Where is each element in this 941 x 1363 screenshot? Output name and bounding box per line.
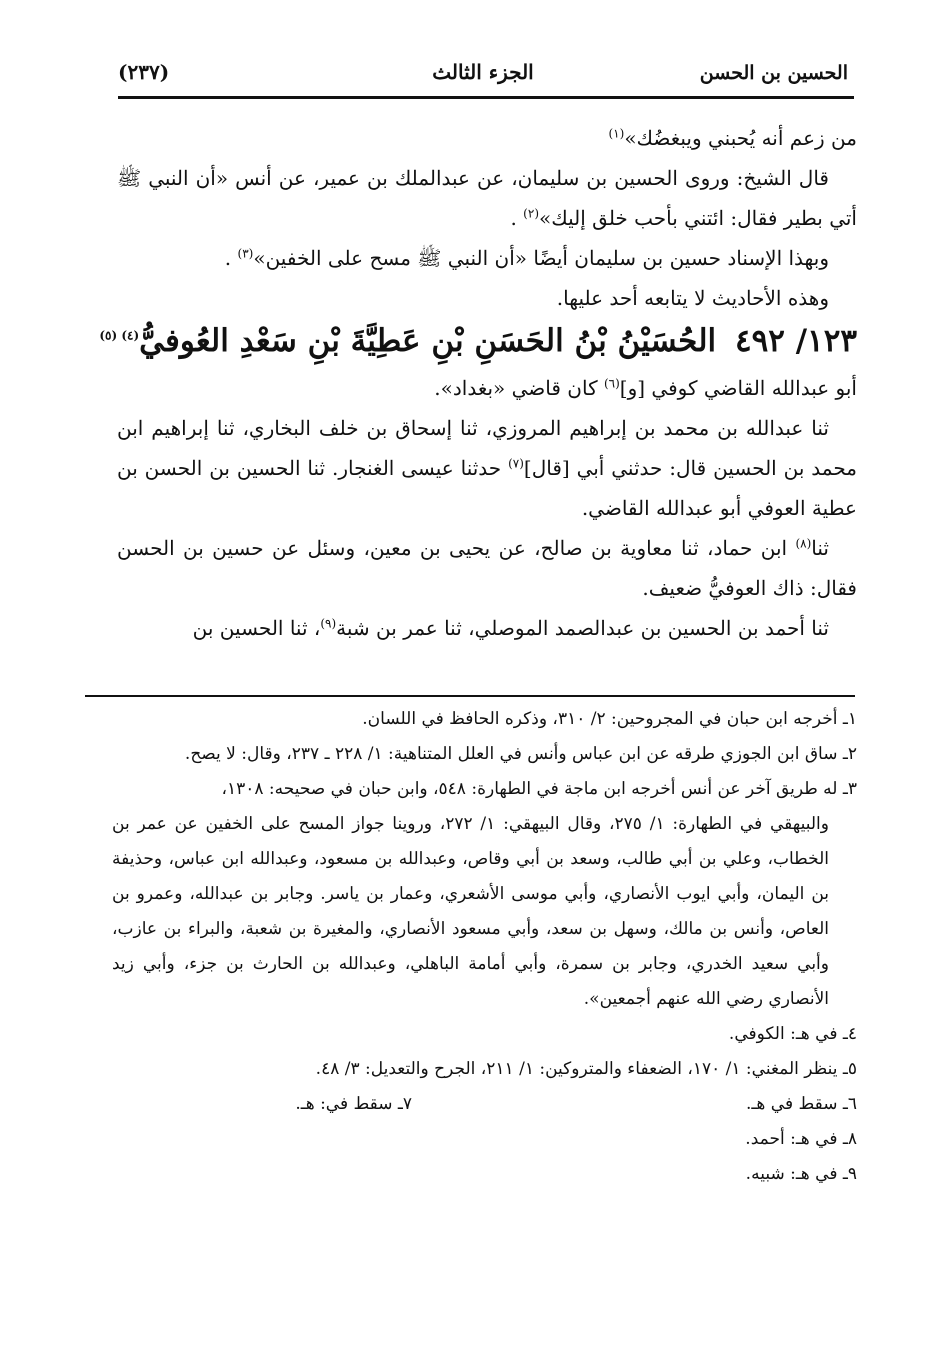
- paragraph-text: من زعم أنه يُحبني ويبغضُك»: [624, 126, 857, 150]
- footnotes: [112, 702, 857, 1192]
- footnote: [112, 772, 857, 1017]
- footnote: ٨ـ في هـ: أحمد.: [745, 1129, 857, 1149]
- paragraph: [117, 608, 857, 648]
- paragraph-text: حدثنا عيسى الغنجار. ثنا الحسين بن الحسن بن عطية العوفي أبو عبدالله القاضي.: [117, 456, 857, 520]
- footnote-ref: (١): [608, 126, 625, 141]
- running-header: [118, 58, 848, 98]
- footnote-text: ٣ـ له طريق آخر عن أنس أخرجه ابن ماجة في الطهارة: ٥٤٨، وابن حبان في صحيحه: ١٣٠٨،: [221, 779, 857, 799]
- paragraph-text: ، ثنا الحسين بن: [192, 616, 321, 640]
- footnote: ٢ـ ساق ابن الجوزي طرقه عن ابن عباس وأنس في العلل المتناهية: ١/ ٢٢٨ ـ ٢٣٧، وقال: لا يصح.: [184, 744, 857, 764]
- footnote-ref: (٣): [237, 246, 254, 261]
- footnote: ٤ـ في هـ: الكوفي.: [728, 1024, 857, 1044]
- footnote: ٥ـ ينظر المغني: ١/ ١٧٠، الضعفاء والمتروكين: ١/ ٢١١، الجرح والتعديل: ٣/ ٤٨.: [315, 1059, 857, 1079]
- paragraph-text: أبو عبدالله القاضي كوفي [و]: [619, 376, 857, 400]
- header-entry-title: الحسين بن الحسن: [699, 62, 848, 84]
- paragraph: [117, 278, 857, 318]
- entry-number: ١٢٣/ ٤٩٢: [734, 323, 857, 359]
- entry-name: الحُسَيْنُ بْنُ الحَسَنِ بْنِ عَطِيَّةَ بْنِ سَعْدِ العُوفيُّ: [139, 323, 717, 359]
- main-text: [99, 118, 857, 648]
- footnote-ref: (٩): [320, 616, 337, 631]
- entry-heading: [99, 316, 857, 366]
- page-number: (٢٣٧): [118, 60, 170, 84]
- paragraph-text: ثنا عبدالله بن محمد بن إبراهيم المروزي، ثنا إسحاق بن خلف البخاري، ثنا إبراهيم ابن محمد بن الحسين قال: حدثني أبي [قال]: [117, 416, 857, 480]
- footnote-row: [112, 1087, 857, 1122]
- footnote-ref: (٦): [603, 376, 620, 391]
- paragraph-text: وهذه الأحاديث لا يتابعه أحد عليها.: [556, 286, 829, 310]
- footnote-ref: (٧): [508, 456, 524, 471]
- paragraph-text: ثنا: [811, 536, 829, 560]
- footnote: ٦ـ سقط في هـ.: [746, 1094, 857, 1114]
- footnote-continuation: والبيهقي في الطهارة: ١/ ٢٧٥، وقال البيهقي: ١/ ٢٧٢، وروينا جواز المسح على الخفين عن عمر بن الخطاب، وعلي بن أبي طالب، وسعد بن أبي وقاص، وعبدالله بن مسعود، وعبدالله ابن عباس، وحذيفة بن اليمان، وأبي ايوب الأنصاري، وأبي موسى الأشعري، وعمار بن ياسر. وجابر بن عبدالله، وعمرو بن العاص، وأنس بن مالك، وسهل بن سعد، وأبي مسعود الأنصاري، والمغيرة بن شعبة، والبراء بن عازب، وأبي سعيد الخدري، وجابر بن سمرة، وأبي أمامة الباهلي، وعبدالله بن الحارث بن جزء، وأبي زيد الأنصاري رضي الله عنهم أجمعين».: [112, 814, 829, 1009]
- header-rule: [118, 96, 854, 99]
- footnote-ref: (٨): [795, 536, 812, 551]
- footnote: ٧ـ سقط في: هـ.: [295, 1094, 412, 1114]
- paragraph: [117, 408, 857, 528]
- paragraph: وبهذا الإسناد حسين بن سليمان أيضًا «أن النبي ﷺ مسح على الخفين»$^{(٣)}$ .: [224, 246, 829, 270]
- paragraph-text: ابن حماد، ثنا معاوية بن صالح، عن يحيى بن معين، وسئل عن حسين بن الحسن فقال: ذاك العوفيُّ ضعيف.: [117, 536, 857, 600]
- paragraph: قال الشيخ: وروى الحسين بن سليمان، عن عبدالملك بن عمير، عن أنس «أن النبي ﷺ أتي بطير فقال: ائتني بأحب خلق إليك»$^{(٢)}$ .: [117, 166, 857, 230]
- footnote-separator: [85, 695, 855, 697]
- footnote-ref: (٢): [523, 206, 539, 221]
- footnote: ١ـ أخرجه ابن حبان في المجروحين: ٢/ ٣١٠، وذكره الحافظ في اللسان.: [362, 709, 857, 729]
- footnote: ٩ـ في هـ: شبيه.: [745, 1164, 857, 1184]
- paragraph: [117, 528, 857, 608]
- paragraph-text: كان قاضي «بغداد».: [434, 376, 604, 400]
- paragraph-text: ثنا أحمد بن الحسين بن عبدالصمد الموصلي، ثنا عمر بن شبة: [336, 616, 829, 640]
- header-volume-title: الجزء الثالث: [432, 60, 534, 84]
- paragraph: [117, 118, 857, 158]
- footnote-ref: (٤) (٥): [99, 328, 140, 343]
- paragraph: [117, 368, 857, 408]
- paragraph-text: قال الشيخ: وروى الحسين بن سليمان، عن عبدالملك بن عمير، عن أنس «أن النبي ﷺ أتي بطير فقال: ائتني بأحب خلق إليك»: [117, 166, 857, 230]
- paragraph-text: وبهذا الإسناد حسين بن سليمان أيضًا «أن النبي ﷺ مسح على الخفين»: [253, 246, 829, 270]
